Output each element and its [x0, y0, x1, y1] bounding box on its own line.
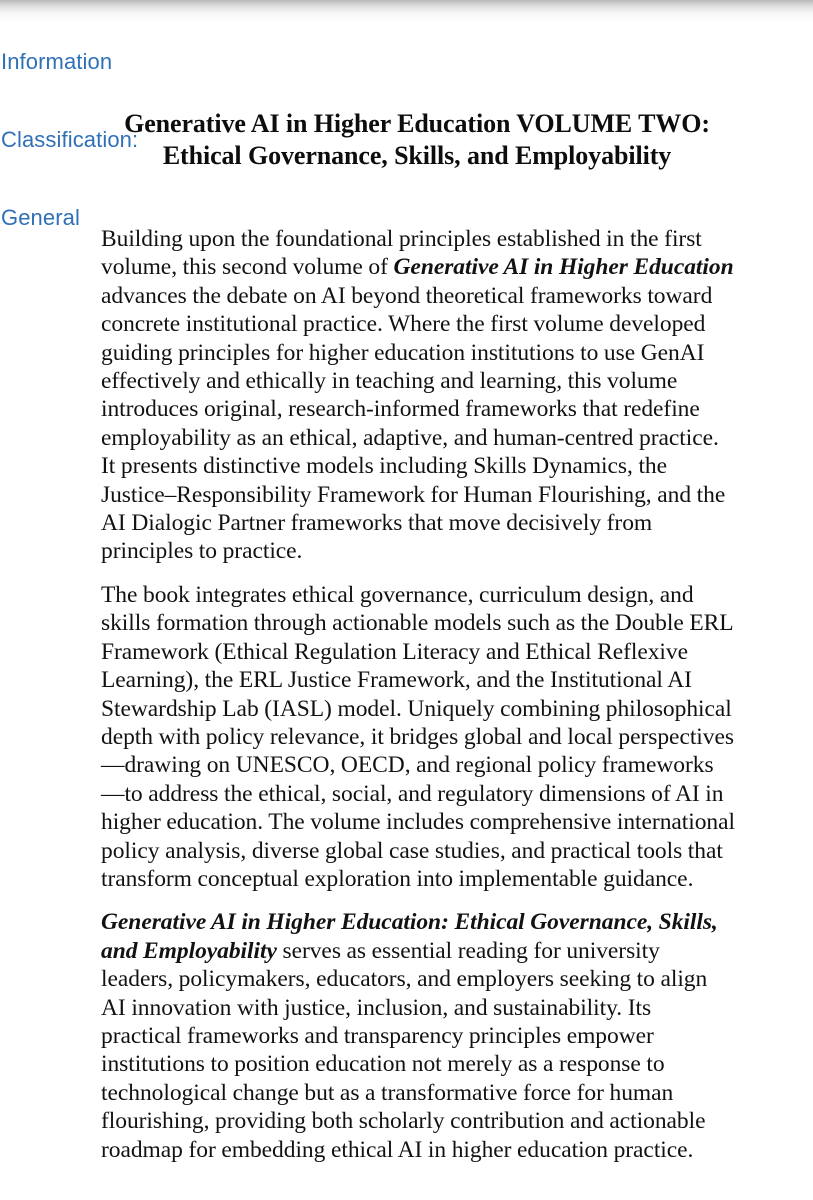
paragraph-3 — [101, 908, 735, 1164]
paragraph-1-text-part-1: Building upon the foundational principles established in the first volume, this second volume of — [101, 226, 702, 281]
page-title: Generative AI in Higher Education VOLUME TWO: Ethical Governance, Skills, and Employability — [124, 109, 710, 170]
classification-line-2: Classification: — [1, 127, 139, 152]
paragraph-1-emphasis-book-title: Generative AI in Higher Education — [393, 254, 734, 281]
paragraph-2: The book integrates ethical governance, curriculum design, and skills formation through actionable models such as the Double ERL Framework (Ethical Regulation Literacy and Ethical Reflexive Learning), the ERL Justice Framework, and the Institutional AI Stewardship Lab (IASL) model. Uniquely combining philosophical depth with policy relevance, it bridges global and local perspectives—drawing on UNESCO, OECD, and regional policy frameworks—to address the ethical, social, and regulatory dimensions of AI in higher education. The volume includes comprehensive international policy analysis, diverse global case studies, and practical tools that transform conceptual exploration into implementable guidance. — [101, 581, 735, 892]
paragraph-3-emphasis-book-title: Generative AI in Higher Education: Ethical Governance, Skills, and Employability — [101, 909, 718, 964]
paragraph-1-text-part-2: advances the debate on AI beyond theoretical frameworks toward concrete institutional practice. Where the first volume developed guiding principles for higher education institutions to use GenAI effectively and ethically in teaching and learning, this volume introduces original, research-informed frameworks that redefine employability as an ethical, adaptive, and human-centred practice. It presents distinctive models including Skills Dynamics, the Justice–Responsibility Framework for Human Flourishing, and the AI Dialogic Partner frameworks that move decisively from principles to practice. — [101, 282, 726, 565]
classification-line-3: General — [1, 205, 80, 230]
classification-line-1: Information — [1, 49, 113, 74]
document-body — [101, 225, 735, 1164]
information-classification-stamp — [1, 0, 138, 257]
paragraph-1 — [101, 225, 735, 566]
paragraph-3-text-part-2: serves as essential reading for university leaders, policymakers, educators, and employers seeking to align AI innovation with justice, inclusion, and sustainability. Its practical frameworks and transparency principles empower institutions to position education not merely as a response to technological change but as a transformative force for human flourishing, providing both scholarly contribution and actionable roadmap for embedding ethical AI in higher education practice. — [101, 937, 708, 1163]
